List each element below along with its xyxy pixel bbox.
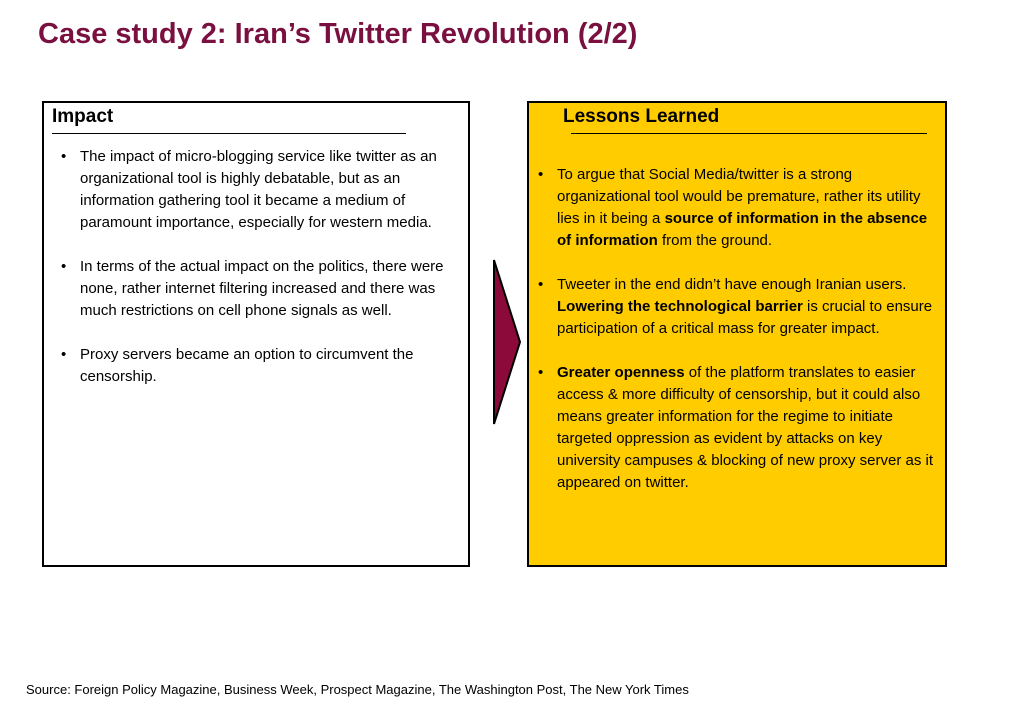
lessons-bullet	[535, 362, 939, 494]
impact-heading-underline	[52, 133, 406, 134]
bullet-text: To argue that Social Media/twitter is a strong organizational tool would be premature, rather its utility lies in it being a	[557, 166, 921, 227]
bullet-emphasis: Greater openness	[557, 364, 685, 381]
slide-title: Case study 2: Iran’s Twitter Revolution (2/2)	[38, 18, 638, 50]
bullet-text: from the ground.	[657, 232, 773, 249]
bullet-text: Tweeter in the end didn’t have enough Iranian users.	[557, 276, 907, 293]
source-footnote: Source: Foreign Policy Magazine, Business Week, Prospect Magazine, The Washington Post, The New York Times	[26, 682, 689, 697]
lessons-heading-underline	[571, 133, 927, 134]
lessons-heading: Lessons Learned	[563, 106, 720, 127]
lessons-bullet-list	[535, 164, 939, 516]
impact-panel	[42, 101, 470, 567]
impact-bullet: • The impact of micro-blogging service like twitter as an organizational tool is highly debatable, but as an information gathering tool it became a medium of paramount importance, especially for western media.	[58, 146, 462, 234]
impact-bullet-list	[58, 146, 462, 410]
bullet-text: of the platform translates to easier access & more difficulty of censorship, but it could also means greater information for the regime to initiate targeted oppression as evident by attacks on key university campuses & blocking of new proxy server as it appeared on twitter.	[557, 364, 933, 491]
lessons-bullet	[535, 164, 939, 252]
impact-bullet: • In terms of the actual impact on the politics, there were none, rather internet filtering increased and there was much restrictions on cell phone signals as well.	[58, 256, 462, 322]
lessons-bullet	[535, 274, 939, 340]
bullet-emphasis: Lowering the technological barrier	[557, 298, 803, 315]
impact-bullet: • Proxy servers became an option to circumvent the censorship.	[58, 344, 462, 388]
impact-heading: Impact	[52, 106, 114, 127]
right-arrow-icon	[491, 257, 523, 427]
bullet-text: is crucial to ensure participation of a critical mass for greater impact.	[557, 298, 933, 337]
bullet-emphasis: source of information in the absence of information	[557, 210, 928, 249]
lessons-learned-panel	[527, 101, 947, 567]
